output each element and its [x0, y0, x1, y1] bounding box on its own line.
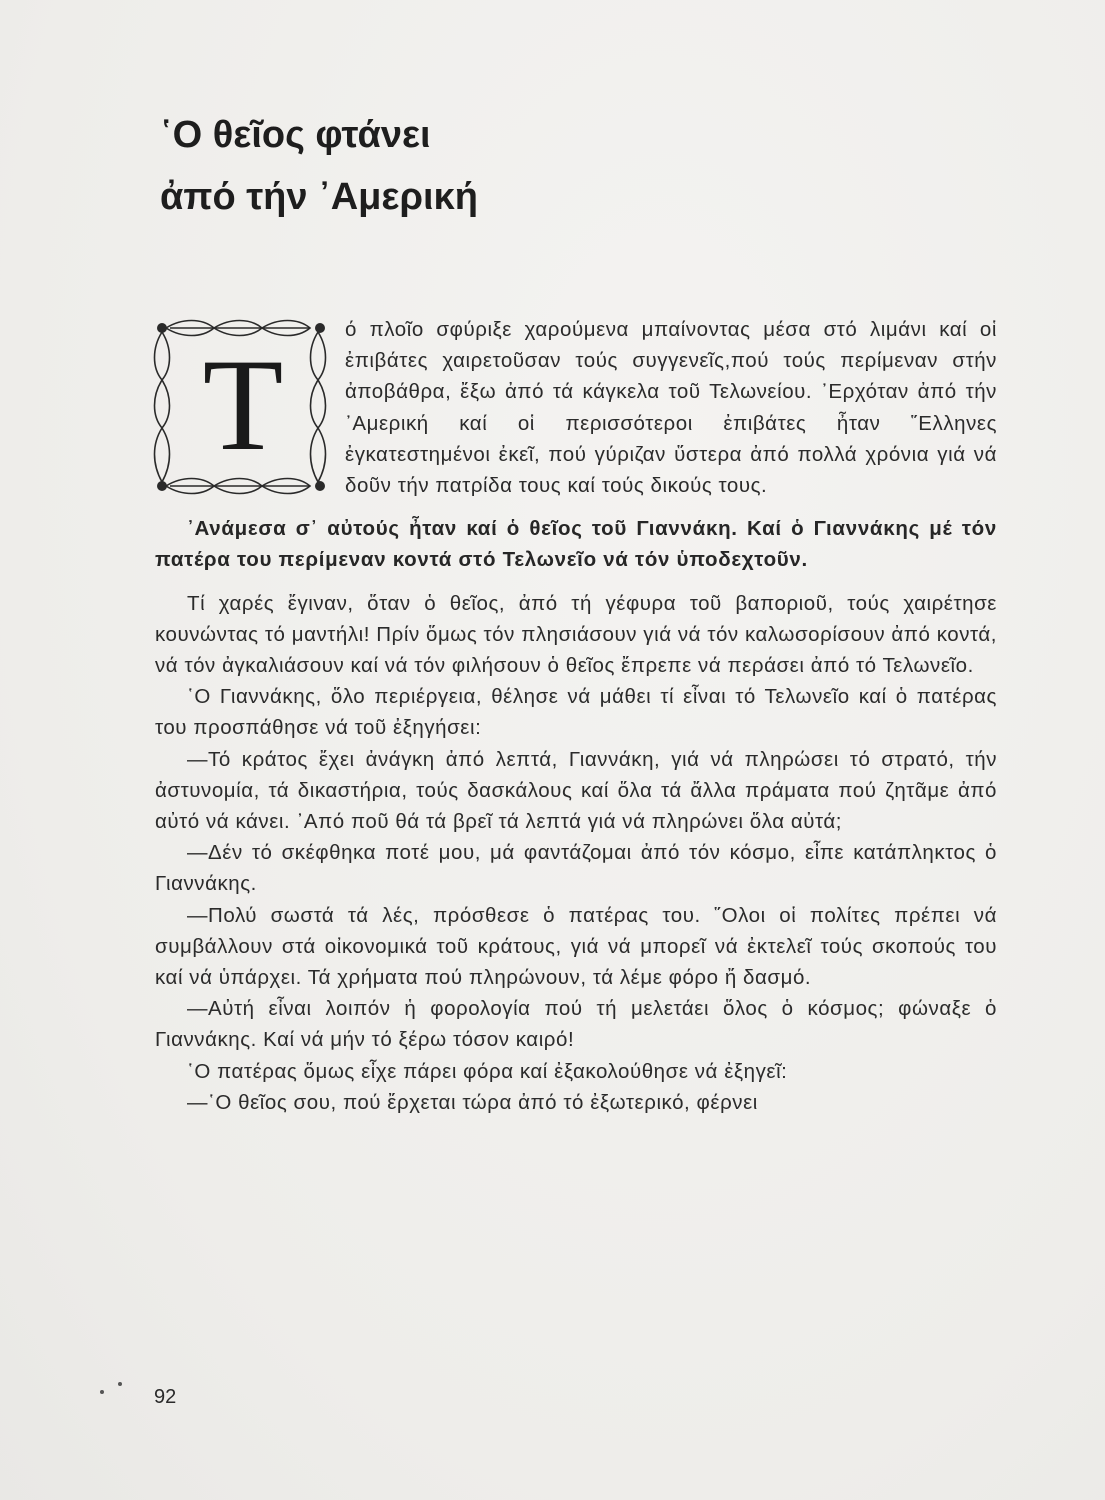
chapter-title-line-1: ῾Ο θεῖος φτάνει — [160, 114, 431, 156]
dialogue-paragraph: —Αὐτή εἶναι λοιπόν ἡ φορολογία πού τή μελετάει ὅλος ὁ κόσμος; φώναξε ὁ Γιαννάκης. Καί νά μήν τό ξέρω τόσον καιρό! — [155, 997, 997, 1052]
paragraph: ό πλοῖο σφύριξε χαρούμενα μπαίνοντας μέσα στό λιμάνι καί οἱ ἐπιβάτες χαιρετοῦσαν τούς συγγενεῖς,πού τούς περίμεναν στήν ἀποβάθρα, ἔξω ἀπό τά κάγκελα τοῦ Τελωνείου. ᾿Ερχόταν ἀπό τήν ᾿Αμερική καί οἱ περισσότεροι ἐπιβάτες ἦταν ῞Ελληνες ἐγκατεστημένοι ἐκεῖ, πού γύριζαν ὕστερα ἀπό πολλά χρόνια γιά νά δοῦν τήν πατρίδα τους καί τούς δικούς τους. — [345, 318, 997, 498]
drop-cap-spacer — [155, 314, 345, 490]
page-number: 92 — [154, 1386, 177, 1408]
body-text — [155, 314, 997, 1118]
dialogue-paragraph: —῾Ο θεῖος σου, πού ἔρχεται τώρα ἀπό τό ἐξωτερικό, φέρνει — [187, 1090, 758, 1114]
dialogue-paragraph: —Πολύ σωστά τά λές, πρόσθεσε ὁ πατέρας του. ῞Ολοι οἱ πολίτες πρέπει νά συμβάλλουν στά οἰκονομικά τοῦ κράτους, γιά νά μπορεῖ νά ἐκτελεῖ τούς σκοπούς του καί νά ὑπάρχει. Τά χρήματα πού πληρώνουν, τά λέμε φόρο ἤ δασμό. — [155, 903, 997, 990]
paragraph: Τί χαρές ἔγιναν, ὅταν ὁ θεῖος, ἀπό τή γέφυρα τοῦ βαποριοῦ, τούς χαιρέτησε κουνώντας τό μαντήλι! Πρίν ὅμως τόν πλησιάσουν γιά νά τόν καλωσορίσουν ἀπό κοντά, νά τόν ἀγκαλιάσουν καί νά τόν φιλήσουν ὁ θεῖος ἔπρεπε νά περάσει ἀπό τό Τελωνεῖο. — [155, 591, 997, 678]
dialogue-paragraph: —Δέν τό σκέφθηκα ποτέ μου, μά φαντάζομαι ἀπό τόν κόσμο, εἶπε κατάπληκτος ὁ Γιαννάκης. — [155, 841, 997, 896]
ink-speck — [100, 1390, 104, 1394]
chapter-title — [160, 104, 478, 228]
dialogue-paragraph: —Τό κράτος ἔχει ἀνάγκη ἀπό λεπτά, Γιαννάκη, γιά νά πληρώσει τό στρατό, τήν ἀστυνομία, τά δικαστήρια, τούς δασκάλους καί ὅλα τά ἄλλα πράματα πού ζητᾶμε ἀπό αὐτό νά κάνει. ᾿Από ποῦ θά τά βρεῖ τά λεπτά γιά νά πληρώνει ὅλα αὐτά; — [155, 747, 997, 834]
chapter-title-line-2: ἀπό τήν ᾿Αμερική — [160, 176, 478, 218]
paragraph: ῾Ο πατέρας ὅμως εἶχε πάρει φόρα καί ἐξακολούθησε νά ἐξηγεῖ: — [187, 1059, 788, 1083]
paragraph: ῾Ο Γιαννάκης, ὅλο περιέργεια, θέλησε νά μάθει τί εἶναι τό Τελωνεῖο καί ὁ πατέρας του προσπάθησε νά τοῦ ἐξηγήσει: — [155, 685, 997, 740]
paragraph: ᾿Ανάμεσα σ᾿ αὐτούς ἦταν καί ὁ θεῖος τοῦ Γιαννάκη. Καί ὁ Γιαννάκης μέ τόν πατέρα του περίμεναν κοντά στό Τελωνεῖο νά τόν ὑποδεχτοῦν. — [155, 517, 997, 572]
ink-speck — [118, 1382, 122, 1386]
drop-cap-letter: Τ — [202, 331, 284, 478]
